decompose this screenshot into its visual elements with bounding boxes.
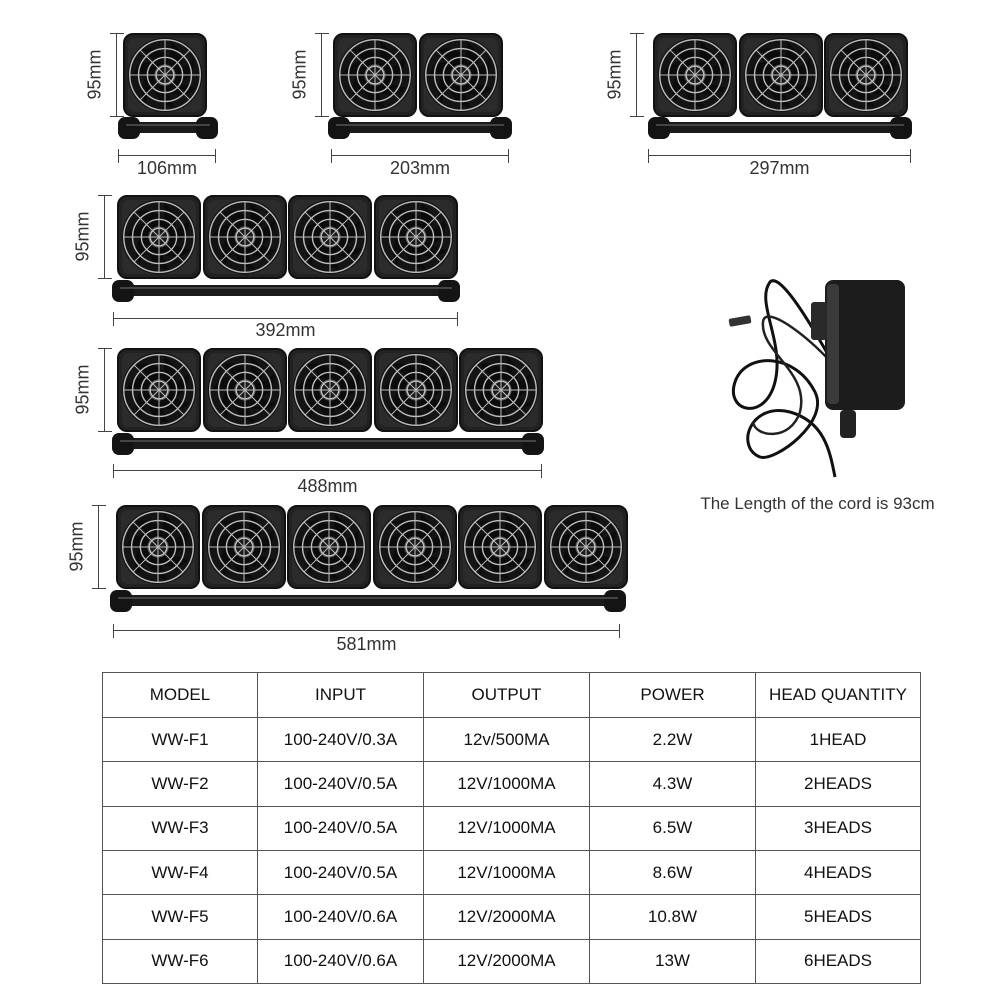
cell-head-quantity: 4HEADS xyxy=(756,850,921,894)
table-row xyxy=(103,718,921,762)
cell-input: 100-240V/0.3A xyxy=(258,718,424,762)
cell-head-quantity: 6HEADS xyxy=(756,939,921,983)
height-dimension-line xyxy=(110,33,124,117)
cell-model: WW-F4 xyxy=(103,850,258,894)
fan-head-icon xyxy=(824,33,908,122)
cell-head-quantity: 5HEADS xyxy=(756,895,921,939)
adapter-body-highlight xyxy=(827,284,839,404)
table-row xyxy=(103,939,921,983)
cell-head-quantity: 1HEAD xyxy=(756,718,921,762)
fan-head-icon xyxy=(333,33,417,122)
fan-head-icon xyxy=(374,348,458,437)
cell-power: 13W xyxy=(590,939,756,983)
width-label: 581mm xyxy=(336,634,397,654)
height-label: 95mm xyxy=(604,49,625,100)
cell-output: 12V/1000MA xyxy=(424,806,590,850)
fan-head-icon xyxy=(373,505,457,594)
fan-head-icon xyxy=(458,505,542,594)
fan-head-icon xyxy=(739,33,823,122)
height-dimension-line xyxy=(315,33,329,117)
cell-output: 12V/2000MA xyxy=(424,939,590,983)
height-label: 95mm xyxy=(289,49,310,100)
cell-output: 12V/1000MA xyxy=(424,762,590,806)
adapter-strain-relief xyxy=(840,410,856,438)
fan-head-icon xyxy=(123,33,207,122)
height-dimension-line xyxy=(630,33,644,117)
cell-input: 100-240V/0.5A xyxy=(258,762,424,806)
height-label: 95mm xyxy=(72,364,93,415)
adapter-prong xyxy=(811,302,827,340)
fan-head-icon xyxy=(419,33,503,122)
header-input: INPUT xyxy=(258,673,424,718)
cell-output: 12v/500MA xyxy=(424,718,590,762)
mounting-rod xyxy=(112,431,544,455)
header-head-quantity: HEAD QUANTITY xyxy=(756,673,921,718)
cell-model: WW-F6 xyxy=(103,939,258,983)
table-row xyxy=(103,850,921,894)
fan-head-icon xyxy=(653,33,737,122)
table-row xyxy=(103,806,921,850)
fan-head-icon xyxy=(202,505,286,594)
cell-input: 100-240V/0.5A xyxy=(258,850,424,894)
mounting-rod xyxy=(118,115,218,139)
fan-head-icon xyxy=(288,195,372,284)
fan-head-icon xyxy=(117,348,201,437)
cell-model: WW-F5 xyxy=(103,895,258,939)
cell-output: 12V/2000MA xyxy=(424,895,590,939)
power-adapter-icon xyxy=(715,262,915,487)
cell-output: 12V/1000MA xyxy=(424,850,590,894)
fan-head-icon xyxy=(203,348,287,437)
width-label: 203mm xyxy=(389,158,451,178)
cell-model: WW-F3 xyxy=(103,806,258,850)
header-power: POWER xyxy=(590,673,756,718)
adapter-plug-tip xyxy=(728,315,751,327)
fan-head-icon xyxy=(374,195,458,284)
table-row xyxy=(103,895,921,939)
cell-input: 100-240V/0.6A xyxy=(258,939,424,983)
fan-head-icon xyxy=(203,195,287,284)
cell-head-quantity: 3HEADS xyxy=(756,806,921,850)
cell-input: 100-240V/0.5A xyxy=(258,806,424,850)
table-header-row xyxy=(103,673,921,718)
height-dimension-line xyxy=(98,348,112,432)
cell-input: 100-240V/0.6A xyxy=(258,895,424,939)
spec-table xyxy=(102,672,921,984)
height-label: 95mm xyxy=(72,211,93,262)
height-dimension-line xyxy=(92,505,106,589)
cell-power: 8.6W xyxy=(590,850,756,894)
fan-head-icon xyxy=(117,195,201,284)
mounting-rod xyxy=(110,588,626,612)
mounting-rod xyxy=(648,115,912,139)
width-label: 488mm xyxy=(297,476,358,496)
fan-head-icon xyxy=(459,348,543,437)
fan-head-icon xyxy=(287,505,371,594)
height-label: 95mm xyxy=(84,49,105,100)
cord-length-caption: The Length of the cord is 93cm xyxy=(700,494,935,513)
mounting-rod xyxy=(112,278,460,302)
mounting-rod xyxy=(328,115,512,139)
cell-power: 2.2W xyxy=(590,718,756,762)
height-dimension-line xyxy=(98,195,112,279)
cell-power: 4.3W xyxy=(590,762,756,806)
fan-head-icon xyxy=(116,505,200,594)
cell-head-quantity: 2HEADS xyxy=(756,762,921,806)
width-label: 392mm xyxy=(255,320,316,340)
header-output: OUTPUT xyxy=(424,673,590,718)
width-label: 297mm xyxy=(749,158,810,178)
cell-power: 6.5W xyxy=(590,806,756,850)
cell-model: WW-F1 xyxy=(103,718,258,762)
fan-head-icon xyxy=(288,348,372,437)
cell-power: 10.8W xyxy=(590,895,756,939)
cell-model: WW-F2 xyxy=(103,762,258,806)
width-label: 106mm xyxy=(136,158,198,178)
fan-head-icon xyxy=(544,505,628,594)
header-model: MODEL xyxy=(103,673,258,718)
height-label: 95mm xyxy=(66,521,87,572)
table-row xyxy=(103,762,921,806)
